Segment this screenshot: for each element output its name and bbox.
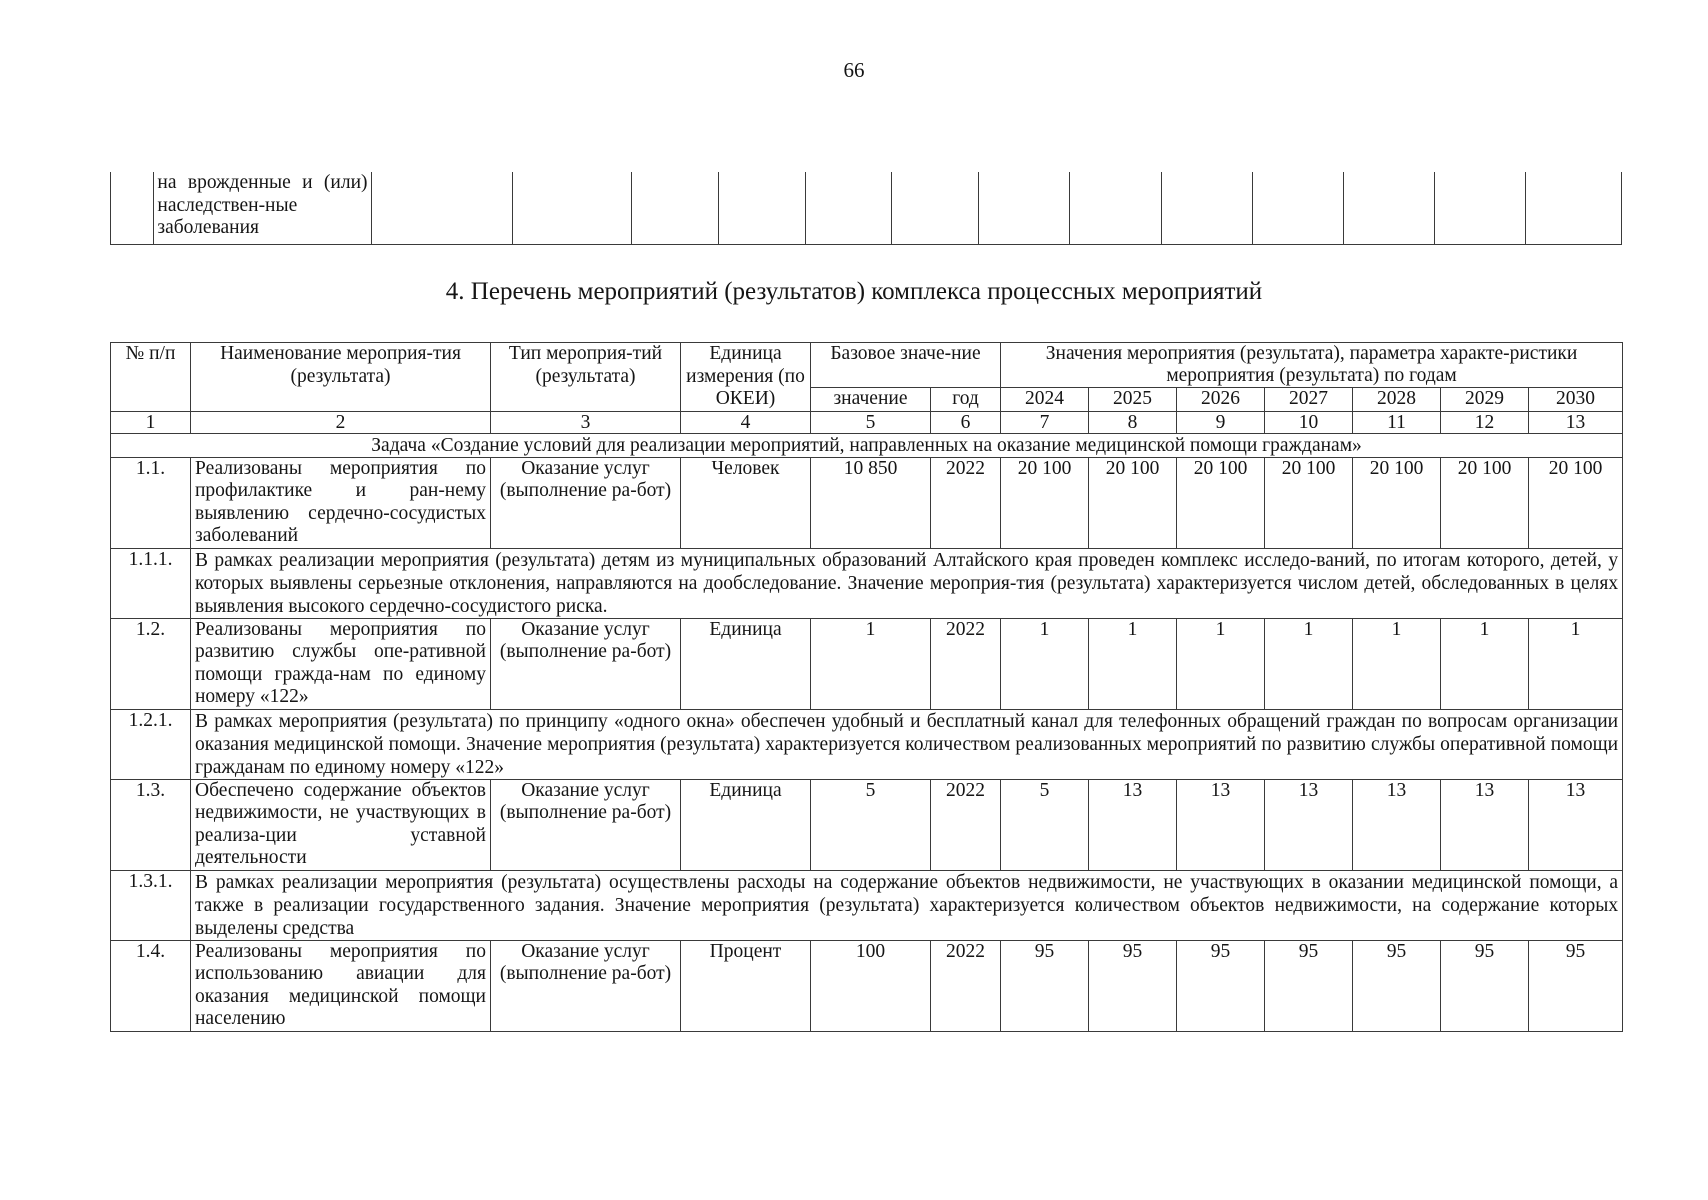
measure-base-value: 5 [811,779,931,870]
measure-code: 1.2. [111,618,191,709]
measure-row [111,618,1623,709]
header-year: 2024 [1001,388,1089,412]
measure-base-year: 2022 [931,940,1001,1031]
header-unit: Единица измерения (по ОКЕИ) [681,343,811,412]
section-title: 4. Перечень мероприятий (результатов) комплекса процессных мероприятий [445,278,1263,305]
measure-name: Реализованы мероприятия по использованию авиации для оказания медицинской помощи населению [191,940,491,1031]
measure-row [111,457,1623,548]
cont-cell [1070,172,1161,245]
measure-year-value: 1 [1177,618,1265,709]
header-num: № п/п [111,343,191,412]
task-text: Задача «Создание условий для реализации мероприятий, направленных на оказание медицинской помощи гражданам» [111,433,1623,457]
measure-year-value: 1 [1441,618,1529,709]
measure-year-value: 20 100 [1529,457,1623,548]
task-row [111,433,1623,457]
measure-unit: Единица [681,618,811,709]
cont-cell [1526,172,1622,245]
cont-cell [979,172,1070,245]
description-row [111,870,1623,940]
header-name: Наименование мероприя-тия (результата) [191,343,491,412]
measure-year-value: 20 100 [1265,457,1353,548]
continuation-row [111,172,1622,245]
header-year: 2028 [1353,388,1441,412]
measure-year-value: 1 [1353,618,1441,709]
header-values: Значения мероприятия (результата), параметра характе-ристики мероприятия (результата) по годам [1001,343,1623,388]
column-number: 13 [1529,411,1623,433]
description-text: В рамках мероприятия (результата) по принципу «одного окна» обеспечен удобный и бесплатный канал для телефонных обращений граждан по вопросам организации оказания медицинской помощи. Значение мероприятия (результата) характеризуется количеством реализованных мероприятий по развитию службы оперативной помощи гражданам по единому номеру «122» [191,709,1623,779]
measure-type: Оказание услуг (выполнение ра-бот) [491,618,681,709]
measure-year-value: 95 [1177,940,1265,1031]
column-number: 3 [491,411,681,433]
header-base: Базовое значе-ние [811,343,1001,388]
measure-year-value: 20 100 [1089,457,1177,548]
measure-year-value: 20 100 [1001,457,1089,548]
cont-cell [892,172,979,245]
description-code: 1.2.1. [111,709,191,779]
measure-year-value: 1 [1529,618,1623,709]
column-number: 2 [191,411,491,433]
header-row-1 [111,343,1623,388]
measure-year-value: 13 [1353,779,1441,870]
measure-year-value: 95 [1529,940,1623,1031]
measure-name: Обеспечено содержание объектов недвижимости, не участвующих в реализа-ции уставной деятельности [191,779,491,870]
measure-year-value: 95 [1441,940,1529,1031]
measure-year-value: 95 [1353,940,1441,1031]
description-code: 1.1.1. [111,548,191,618]
measure-year-value: 13 [1529,779,1623,870]
column-number: 11 [1353,411,1441,433]
cont-cell [1435,172,1526,245]
header-base-value: значение [811,388,931,412]
measure-code: 1.1. [111,457,191,548]
description-text: В рамках реализации мероприятия (результата) детям из муниципальных образований Алтайского края проведен комплекс исследо-ваний, по итогам которого, детей, у которых выявлены серьезные отклонения, направляются на дообследование. Значение мероприя-тия (результата) характеризуется числом детей, обследованных в целях выявления высокого сердечно-сосудистого риска. [191,548,1623,618]
measure-base-year: 2022 [931,457,1001,548]
header-year: 2025 [1089,388,1177,412]
header-year: 2026 [1177,388,1265,412]
measure-base-value: 10 850 [811,457,931,548]
column-number: 7 [1001,411,1089,433]
measure-year-value: 20 100 [1441,457,1529,548]
cont-cell [805,172,892,245]
page-number: 66 [843,58,865,82]
measure-year-value: 20 100 [1177,457,1265,548]
column-number: 12 [1441,411,1529,433]
measure-year-value: 1 [1265,618,1353,709]
continuation-table [110,172,1622,245]
cont-cell [371,172,512,245]
column-number: 9 [1177,411,1265,433]
header-year: 2027 [1265,388,1353,412]
measure-year-value: 95 [1089,940,1177,1031]
measure-code: 1.3. [111,779,191,870]
measure-row [111,940,1623,1031]
description-row [111,709,1623,779]
measure-year-value: 95 [1265,940,1353,1031]
measure-year-value: 13 [1441,779,1529,870]
column-number: 4 [681,411,811,433]
description-code: 1.3.1. [111,870,191,940]
measure-type: Оказание услуг (выполнение ра-бот) [491,940,681,1031]
column-number: 1 [111,411,191,433]
measure-year-value: 5 [1001,779,1089,870]
header-base-year: год [931,388,1001,412]
header-type: Тип мероприя-тий (результата) [491,343,681,412]
column-number: 5 [811,411,931,433]
measure-year-value: 1 [1089,618,1177,709]
cont-cell [1252,172,1343,245]
measure-type: Оказание услуг (выполнение ра-бот) [491,457,681,548]
measure-row [111,779,1623,870]
column-number: 10 [1265,411,1353,433]
measure-year-value: 13 [1265,779,1353,870]
description-text: В рамках реализации мероприятия (результата) осуществлены расходы на содержание объектов недвижимости, не участвующих в оказании медицинской помощи, а также в реализации государственного задания. Значение мероприятия (результата) характеризуется количеством объектов недвижимости, на содержание которых выделены средства [191,870,1623,940]
cont-cell [1344,172,1435,245]
measure-code: 1.4. [111,940,191,1031]
cont-cell [512,172,631,245]
measure-base-value: 100 [811,940,931,1031]
measure-base-value: 1 [811,618,931,709]
measure-base-year: 2022 [931,779,1001,870]
cont-cell [1161,172,1252,245]
measure-type: Оказание услуг (выполнение ра-бот) [491,779,681,870]
measure-year-value: 95 [1001,940,1089,1031]
column-numbers-row [111,411,1623,433]
measure-unit: Человек [681,457,811,548]
cont-cell [632,172,719,245]
header-year: 2029 [1441,388,1529,412]
measure-unit: Процент [681,940,811,1031]
measure-year-value: 13 [1089,779,1177,870]
measure-year-value: 20 100 [1353,457,1441,548]
column-number: 6 [931,411,1001,433]
measure-name: Реализованы мероприятия по развитию службы опе-ративной помощи гражда-нам по единому номеру «122» [191,618,491,709]
measure-year-value: 13 [1177,779,1265,870]
measure-name: Реализованы мероприятия по профилактике и ран-нему выявлению сердечно-сосудистых заболеваний [191,457,491,548]
continuation-text: на врожденные и (или) наследствен-ные заболевания [154,172,371,245]
header-year: 2030 [1529,388,1623,412]
cont-cell [111,172,154,245]
measure-unit: Единица [681,779,811,870]
measures-table [110,342,1623,1032]
cont-cell [718,172,805,245]
description-row [111,548,1623,618]
measure-base-year: 2022 [931,618,1001,709]
column-number: 8 [1089,411,1177,433]
measure-year-value: 1 [1001,618,1089,709]
